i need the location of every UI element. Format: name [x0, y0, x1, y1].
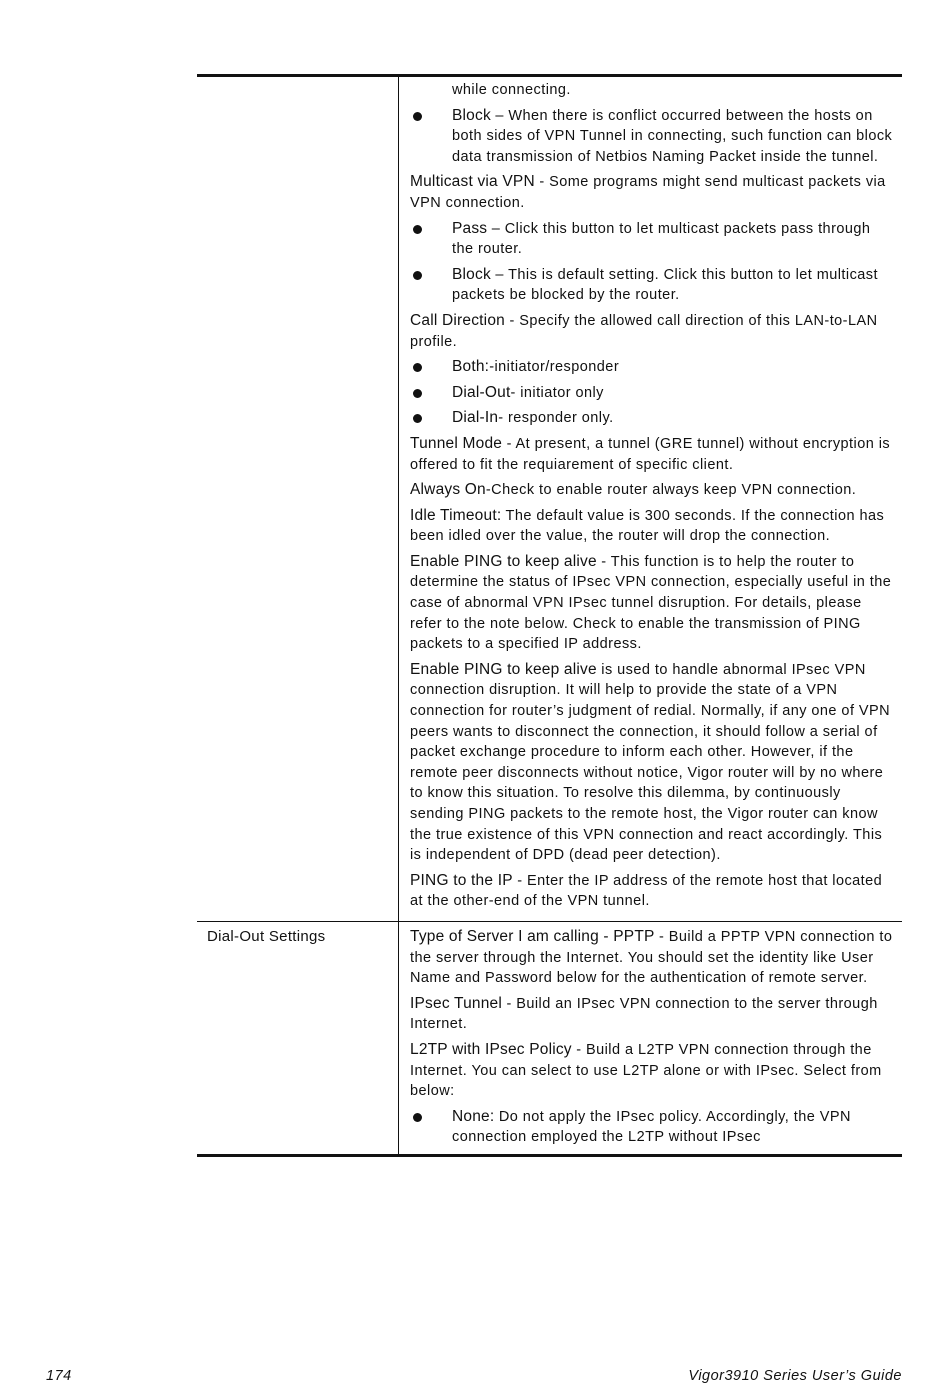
paragraph-always-on — [410, 480, 894, 501]
bullet-icon — [410, 383, 452, 404]
term: None: — [452, 1107, 495, 1125]
term: PING to the IP — [410, 871, 513, 889]
description: - Specify the allowed call direction of this LAN-to-LAN profile. — [410, 312, 878, 350]
paragraph-type-of-server — [410, 927, 894, 989]
term: Enable PING to keep alive — [410, 552, 597, 570]
term: IPsec Tunnel — [410, 994, 503, 1012]
term: Block — [452, 106, 491, 124]
bullet-icon — [410, 219, 452, 240]
guide-title: Vigor3910 Series User’s Guide — [688, 1368, 902, 1384]
continued-text: while connecting. — [452, 82, 571, 98]
list-item — [410, 106, 894, 168]
list-item — [410, 1107, 894, 1148]
term: Dial-In — [452, 409, 499, 427]
settings-table — [197, 74, 902, 1157]
table-label-cell — [197, 921, 399, 1155]
description: - responder only. — [498, 410, 614, 427]
paragraph-l2tp-ipsec — [410, 1040, 894, 1102]
table-row — [197, 921, 902, 1155]
term: Dial-Out — [452, 383, 511, 401]
description: - Build an IPsec VPN connection to the server through Internet. — [410, 995, 878, 1033]
description: -Check to enable router always keep VPN connection. — [485, 482, 857, 499]
description: - Enter the IP address of the remote host that located at the other-end of the VPN tunnel. — [410, 872, 883, 910]
term: Idle Timeout: — [410, 506, 502, 524]
paragraph-enable-ping — [410, 552, 894, 655]
term: L2TP with IPsec Policy — [410, 1040, 572, 1058]
table-label-cell — [197, 76, 399, 922]
paragraph-ipsec-tunnel — [410, 994, 894, 1035]
term: Both: — [452, 358, 490, 376]
bullet-icon — [410, 106, 452, 127]
row-label — [197, 77, 398, 82]
description: is used to handle abnormal IPsec VPN connection disruption. It will help to provide the state of a VPN connection for router’s judgment of redial. Normally, if any one of VPN peers wants to disconnect the connection, it should follow a serial of packet exchange procedure to inform each other. However, if the remote peer disconnects without notice, Vigor router will by no where to know this situation. To resolve this dilemma, by continuously sending PING packets to the remote host, the Vigor router can know the true existence of this VPN connection and react accordingly. This is independent of DPD (dead peer detection). — [410, 661, 891, 864]
description: - At present, a tunnel (GRE tunnel) without encryption is offered to fit the requiarement of specific client. — [410, 435, 891, 473]
description: - Some programs might send multicast packets via VPN connection. — [410, 174, 886, 211]
term: Always On — [410, 481, 486, 499]
list-item — [410, 408, 894, 429]
description: - This function is to help the router to determine the status of IPsec VPN connection, especially useful in the case of abnormal VPN IPsec tunnel disruption. For details, please refer to the note below. Check to enable the transmission of PING packets to a specified IP address. — [410, 553, 892, 653]
description: – Click this button to let multicast packets pass through the router. — [452, 220, 871, 258]
term: Type of Server I am calling - PPTP — [410, 927, 655, 945]
description: - Build a PPTP VPN connection to the server through the Internet. You should set the identity like User Name and Password below for the authentication of remote server. — [410, 928, 893, 987]
paragraph-call-direction — [410, 311, 894, 352]
paragraph-multicast — [410, 172, 894, 213]
description: The default value is 300 seconds. If the connection has been idled over the value, the router will drop the connection. — [410, 507, 885, 545]
table-description-cell — [399, 76, 903, 922]
list-item — [410, 383, 894, 404]
term: Call Direction — [410, 311, 505, 329]
description: -initiator/responder — [489, 359, 620, 376]
term: Enable PING to keep alive — [410, 660, 597, 678]
term: Multicast via VPN — [410, 173, 535, 191]
bullet-icon — [410, 265, 452, 286]
row-label: Dial-Out Settings — [207, 927, 326, 945]
page-number: 174 — [46, 1368, 72, 1384]
bullet-icon — [410, 357, 452, 378]
paragraph-tunnel-mode — [410, 434, 894, 475]
term: Pass — [452, 219, 488, 237]
list-item — [410, 357, 894, 378]
description: - Build a L2TP VPN connection through the Internet. You can select to use L2TP alone or with IPsec. Select from below: — [410, 1041, 882, 1100]
list-item — [410, 219, 894, 260]
term: Block — [452, 265, 491, 283]
description: Do not apply the IPsec policy. Accordingly, the VPN connection employed the L2TP without IPsec — [452, 1108, 851, 1146]
table-description-cell — [399, 921, 903, 1155]
description: – This is default setting. Click this button to let multicast packets be blocked by the router. — [452, 266, 878, 304]
table-row — [197, 76, 902, 922]
paragraph-enable-ping-note — [410, 660, 894, 866]
description: – When there is conflict occurred between the hosts on both sides of VPN Tunnel in connecting, such function can block data transmission of Netbios Naming Packet inside the tunnel. — [452, 107, 893, 165]
description: - initiator only — [510, 384, 604, 401]
term: Tunnel Mode — [410, 434, 503, 452]
bullet-icon — [410, 1107, 452, 1128]
bullet-icon — [410, 408, 452, 429]
paragraph-idle-timeout — [410, 506, 894, 547]
list-item — [410, 265, 894, 306]
paragraph-ping-to-ip — [410, 871, 894, 912]
